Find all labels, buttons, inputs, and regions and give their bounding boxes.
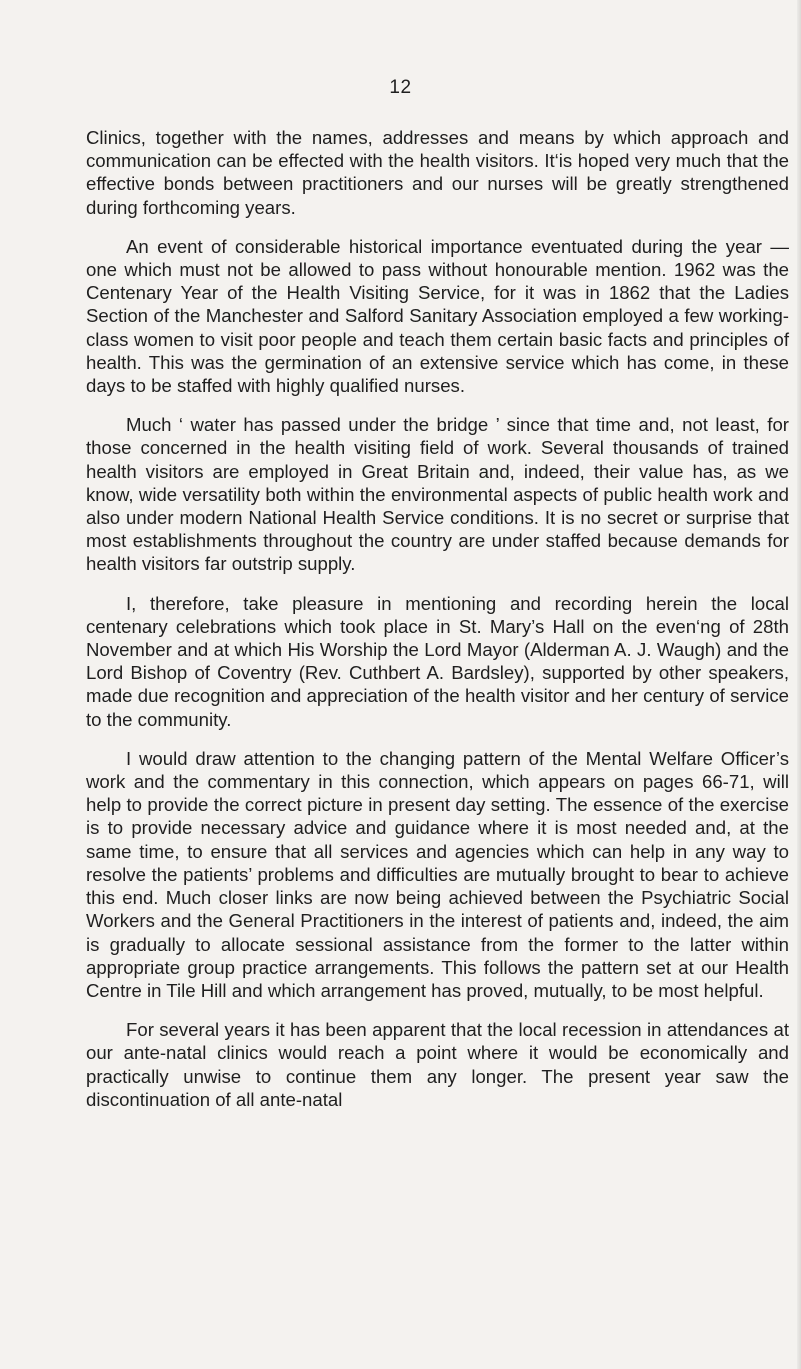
- page-edge-shadow: [797, 0, 801, 1369]
- paragraph-continuation: Clinics, together with the names, addresses and means by which approach and communication can be effected with the health visitors. It‘is hoped very much that the effective bonds between practitioners and our nurses will be greatly strengthened during forthcoming years.: [86, 127, 789, 218]
- paragraph-mental-welfare: I would draw attention to the changing pattern of the Mental Welfare Officer’s work and the commentary in this connection, which appears on pages 66-71, will help to provide the correct picture in present day setting. The essence of the exercise is to provide necessary advice and guidance where it is most needed and, at the same time, to ensure that all services and agencies which can help in any way to resolve the patients’ problems and difficulties are mutually brought to bear to achieve this end. Much closer links are now being achieved between the Psychiatric Social Workers and the General Practitioners in the interest of patients and, indeed, the aim is gradually to allocate sessional assistance from the former to the latter within appropriate group practice arrangements. This follows the pattern set at our Health Centre in Tile Hill and which arrangement has proved, mutually, to be most helpful.: [86, 747, 789, 1001]
- paragraph-centenary-event: An event of considerable historical importance eventuated during the year — one which must not be allowed to pass without honourable mention. 1962 was the Centenary Year of the Health Visiting Service, for it was in 1862 that the Ladies Section of the Manchester and Salford Sanitary Association employed a few working-class women to visit poor people and teach them certain basic facts and principles of health. This was the germination of an extensive service which has come, in these days to be staffed with highly qualified nurses.: [86, 235, 789, 397]
- paragraph-celebrations: I, therefore, take pleasure in mentioning and recording herein the local centenary celebrations which took place in St. Mary’s Hall on the even‘ng of 28th November and at which His Worship the Lord Mayor (Alderman A. J. Waugh) and the Lord Bishop of Coventry (Rev. Cuthbert A. Bardsley), supported by other speakers, made due recognition and appreciation of the health visitor and her century of service to the community.: [86, 592, 789, 730]
- page-number: 12: [389, 77, 412, 98]
- paragraph-ante-natal: For several years it has been apparent that the local recession in attendances at our ante-natal clinics would reach a point where it would be economically and practically unwise to continue them any longer. The present year saw the discontinuation of all ante-natal: [86, 1019, 789, 1110]
- paragraph-health-visitors: Much ‘ water has passed under the bridge ’ since that time and, not least, for those concerned in the health visiting field of work. Several thousands of trained health visitors are employed in Great Britain and, indeed, their value has, as we know, wide versatility both within the environmental aspects of public health work and also under modern National Health Service conditions. It is no secret or surprise that most establishments throughout the country are under staffed because demands for health visitors far outstrip supply.: [86, 414, 789, 575]
- body-text: [86, 126, 789, 1127]
